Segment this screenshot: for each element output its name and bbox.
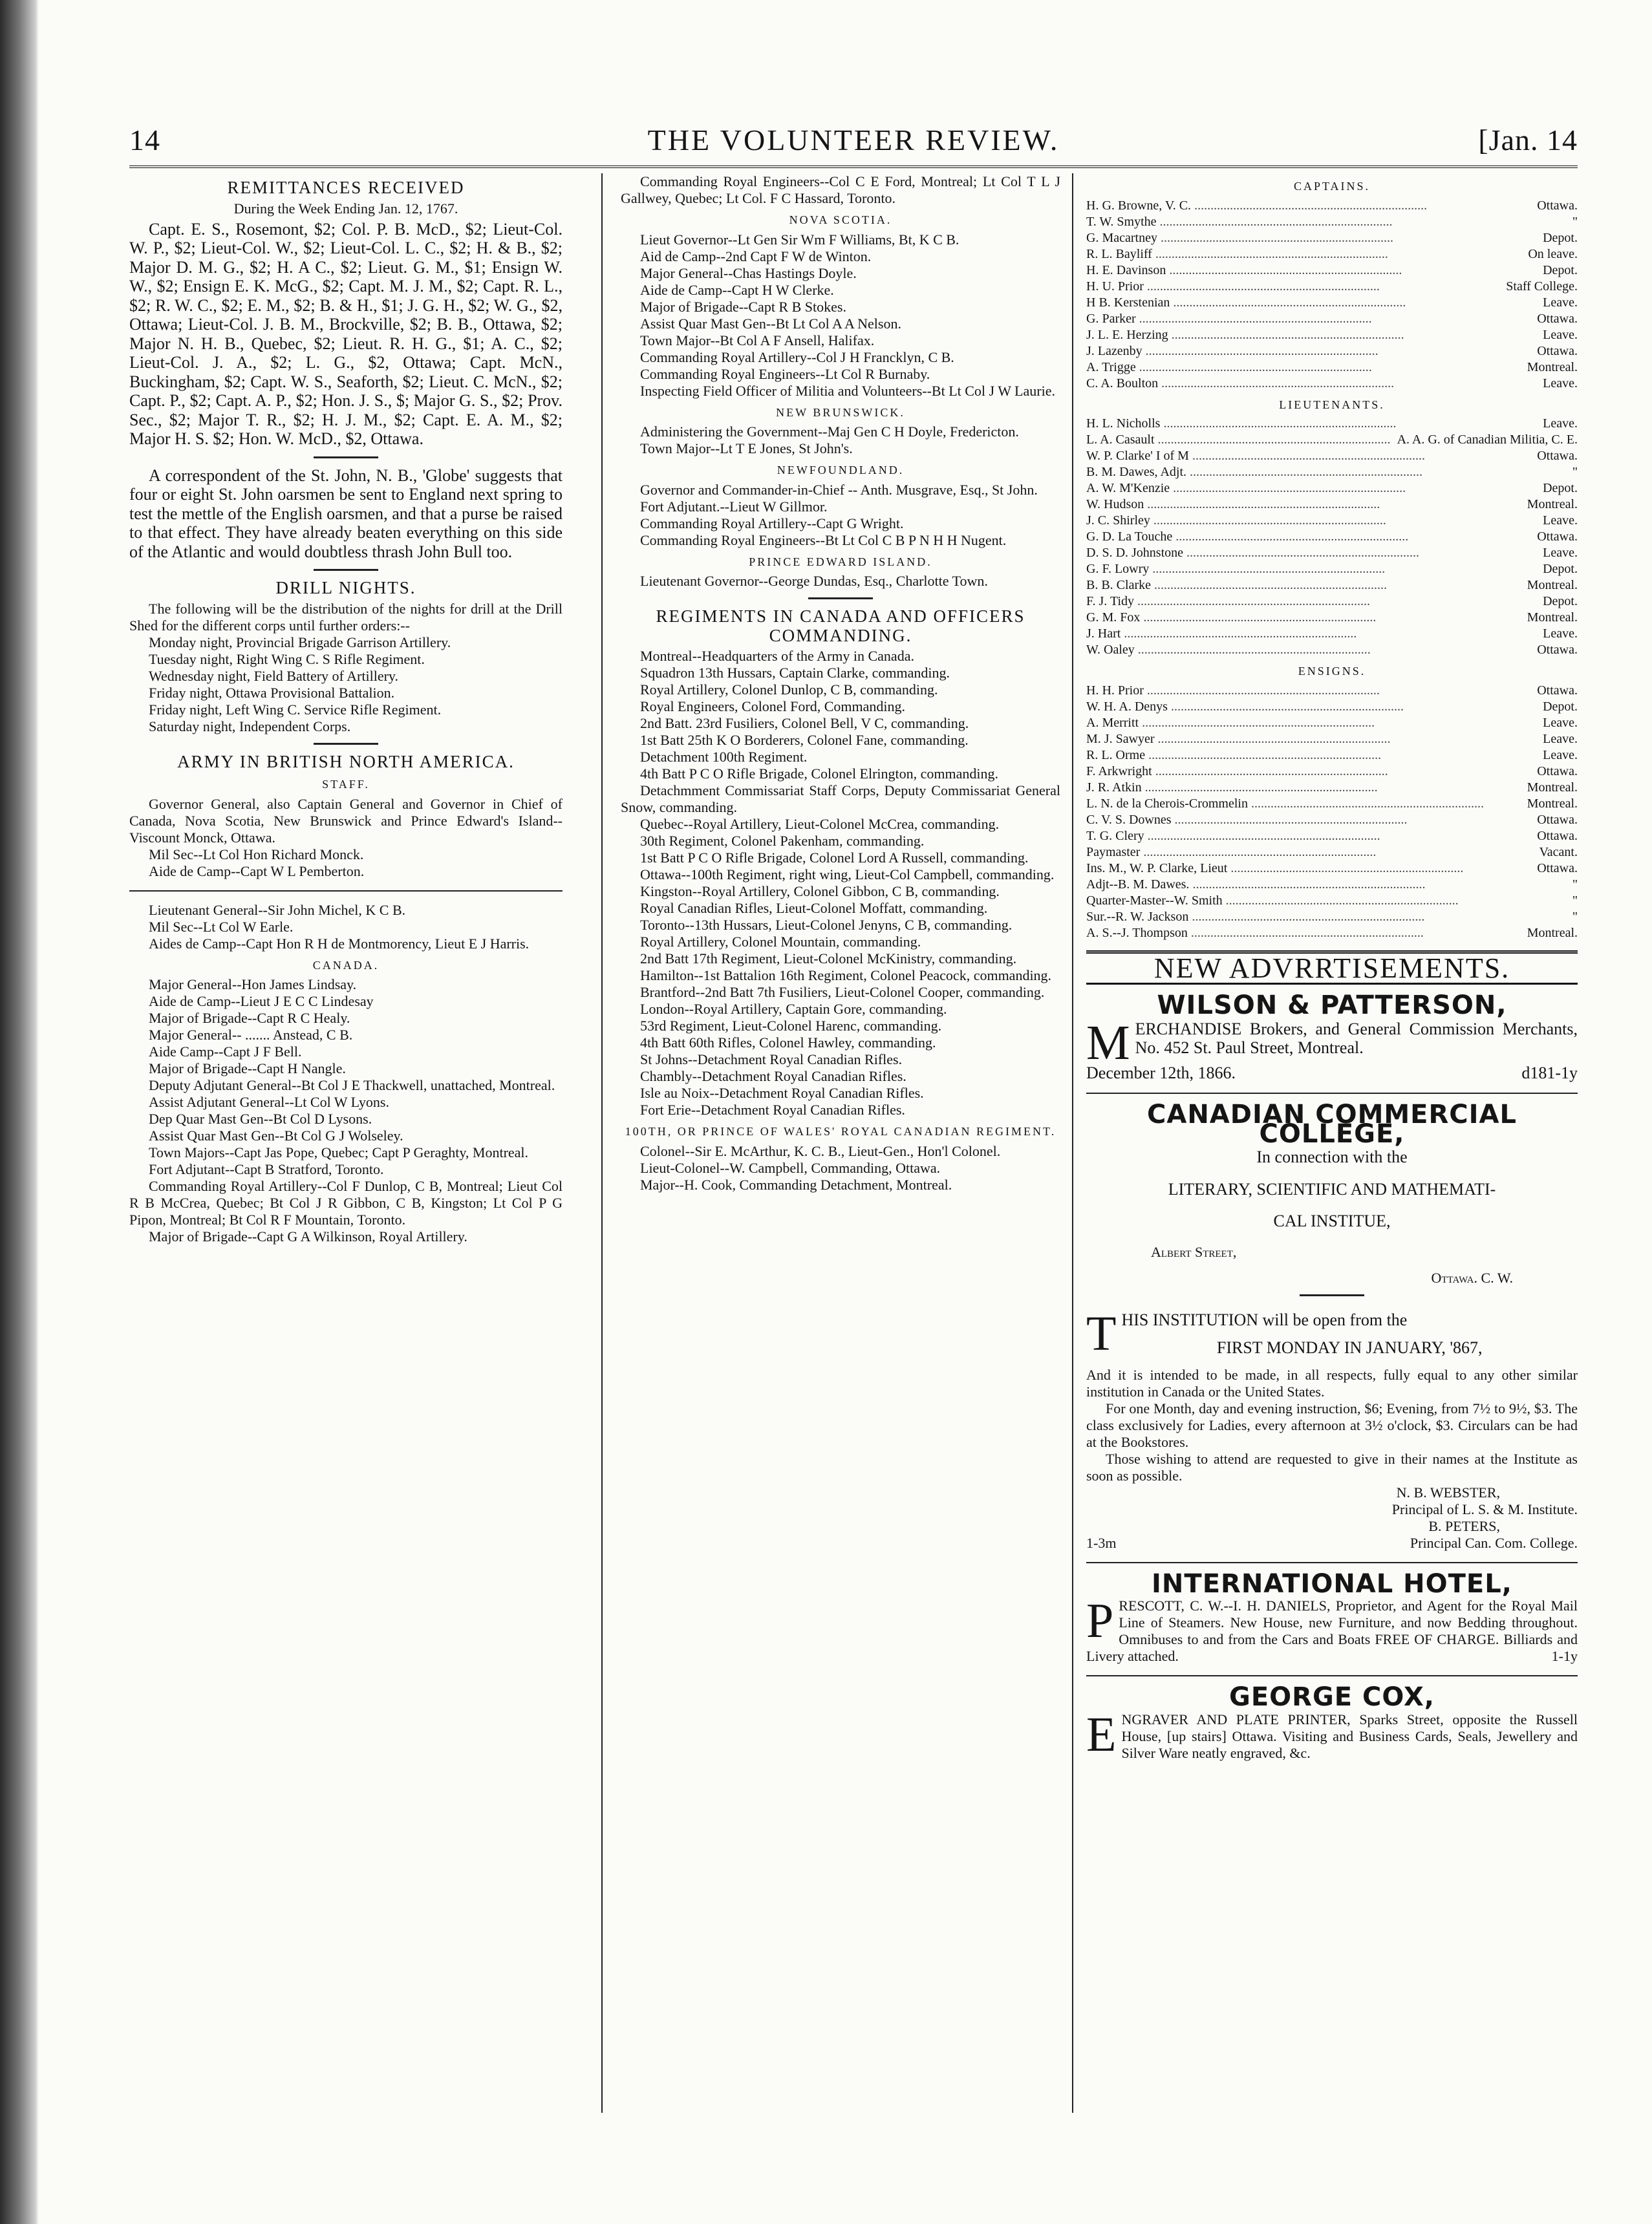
canada-staff-entry: Major General--Hon James Lindsay. [149, 976, 357, 992]
newfoundland-entry: Fort Adjutant.--Lieut W Gillmor. [640, 498, 828, 515]
new-brunswick-list [621, 423, 1060, 457]
captains-list [1086, 198, 1578, 392]
ensign-row [1086, 844, 1578, 861]
separator [314, 743, 378, 745]
international-hotel-title: INTERNATIONAL HOTEL, [1152, 1568, 1512, 1599]
officer-station: Staff College. [1502, 279, 1578, 295]
officer-station: Ottawa. [1533, 311, 1578, 327]
officer-station: Montreal. [1523, 925, 1578, 941]
officer-name: C. A. Boulton ..... [1086, 376, 1394, 392]
college-fees: For one Month, day and evening instruction, $6; Evening, from 7½ to 9½, $3. The class exclusively for Ladies, every afternoon at 3½ o'clock, $3. Circulars can be had at the Bookstores. [1086, 1400, 1578, 1450]
regiment-entry: Hamilton--1st Battalion 16th Regiment, Colonel Peacock, commanding. [640, 967, 1052, 983]
college-description: And it is intended to be made, in all respects, fully equal to any other similar institution in Canada or the United States. [1086, 1366, 1578, 1400]
nova-scotia-entry: Lieut Governor--Lt Gen Sir Wm F Williams, Bt, K C B. [640, 231, 960, 248]
lieutenant-row [1086, 480, 1578, 497]
lieutenant-row [1086, 513, 1578, 529]
column-1 [129, 173, 563, 1245]
ensign-row [1086, 812, 1578, 828]
officer-name: B. M. Dawes, Adjt. ..... [1086, 464, 1422, 480]
column-rule-1 [601, 173, 603, 2113]
staff-entry: Aide de Camp--Capt W L Pemberton. [149, 862, 365, 879]
regiment-entry: London--Royal Artillery, Captain Gore, commanding. [640, 1001, 947, 1017]
nova-scotia-heading: NOVA SCOTIA. [789, 213, 892, 226]
officer-station: Leave. [1539, 747, 1578, 764]
officer-name: J. R. Atkin ..... [1086, 780, 1378, 796]
regiments-heading: REGIMENTS IN CANADA AND OFFICERS COMMANDING. [656, 606, 1025, 645]
signature-webster-title: Principal of L. S. & M. Institute. [1391, 1501, 1578, 1517]
divider [129, 890, 563, 892]
canada-heading: CANADA. [312, 958, 380, 972]
nova-scotia-entry: Major General--Chas Hastings Doyle. [640, 264, 857, 281]
governor-general: Governor General, also Captain General and Governor in Chief of Canada, Nova Scotia, New Brunswick and Prince Edward's Island--Viscount Monck, Ottawa. [129, 795, 563, 846]
lieutenants-list [1086, 416, 1578, 658]
wilson-patterson-date: December 12th, 1866. [1086, 1063, 1236, 1082]
regiment-entry: Detachmment Commissariat Staff Corps, Deputy Commissariat General Snow, commanding. [621, 782, 1060, 815]
officer-station: Depot. [1539, 262, 1578, 279]
ensign-row [1086, 828, 1578, 844]
drill-list [129, 634, 563, 735]
officer-name: G. F. Lowry ..... [1086, 561, 1385, 577]
college-institute-line: LITERARY, SCIENTIFIC AND MATHEMATI- [1168, 1179, 1496, 1199]
officer-name: M. J. Sawyer ..... [1086, 731, 1391, 747]
lieutenant-row [1086, 577, 1578, 593]
canada-staff-entry: Aide Camp--Capt J F Bell. [149, 1043, 302, 1060]
lieutenant-row [1086, 416, 1578, 432]
officer-station: Depot. [1539, 480, 1578, 497]
page-number: 14 [129, 123, 160, 156]
regiment-entry: Kingston--Royal Artillery, Colonel Gibbon, C B, commanding. [640, 883, 1000, 899]
officer-station: Ottawa. [1533, 828, 1578, 844]
officer-name: J. L. E. Herzing ..... [1086, 327, 1404, 343]
newfoundland-entry: Commanding Royal Engineers--Bt Lt Col C B P N H H Nugent. [640, 531, 1007, 548]
officer-station: Depot. [1539, 561, 1578, 577]
college-street: Albert Street, [1151, 1243, 1237, 1260]
page-header [129, 123, 1578, 162]
officer-station: Depot. [1539, 230, 1578, 246]
officer-name: A. Merritt ..... [1086, 715, 1375, 731]
staff-entry: Mil Sec--Lt Col Hon Richard Monck. [149, 846, 364, 862]
drop-cap: P [1086, 1594, 1114, 1648]
officer-station: A. A. G. of Canadian Militia, C. E. [1393, 432, 1578, 448]
george-cox-description: NGRAVER AND PLATE PRINTER, Sparks Street, opposite the Russell House, [up stairs] Ottawa. Visiting and Business Cards, Seals, Jewellery and Silver Ware neatly engraved, &c. [1121, 1711, 1578, 1761]
captain-row [1086, 311, 1578, 327]
officer-station: Ottawa. [1533, 812, 1578, 828]
new-brunswick-heading: NEW BRUNSWICK. [776, 405, 905, 419]
drill-night-entry: Saturday night, Independent Corps. [149, 718, 351, 734]
lieutenant-row [1086, 448, 1578, 464]
captain-row [1086, 246, 1578, 262]
canada-staff-entry: Aide de Camp--Lieut J E C C Lindesay [149, 993, 374, 1009]
officer-station: Depot. [1539, 699, 1578, 715]
officer-station: Vacant. [1536, 844, 1578, 861]
newfoundland-entry: Commanding Royal Artillery--Capt G Wright. [640, 515, 904, 531]
officer-station: Montreal. [1523, 497, 1578, 513]
officer-name: Adjt--B. M. Dawes. ..... [1086, 877, 1425, 893]
canada-staff-entry: Deputy Adjutant General--Bt Col J E Thackwell, unattached, Montreal. [149, 1077, 555, 1093]
officer-station: Ottawa. [1533, 642, 1578, 658]
signature-peters: B. PETERS, [1428, 1517, 1500, 1534]
ensign-row [1086, 877, 1578, 893]
hotel-description: RESCOTT, C. W.--I. H. DANIELS, Proprietor, and Agent for the Royal Mail Line of Steamers. New House, new Furniture, and now Bedding throughout. Omnibuses to and from the Cars and Boats FREE OF CHARGE. Billiards and Livery attached. [1086, 1598, 1578, 1664]
regiment-entry: 2nd Batt. 23rd Fusiliers, Colonel Bell, V C, commanding. [640, 715, 969, 731]
officer-station: Leave. [1539, 626, 1578, 642]
wilson-patterson-code: d181-1y [1521, 1063, 1578, 1082]
officer-name: H B. Kerstenian ..... [1086, 295, 1406, 311]
signature-webster: N. B. WEBSTER, [1396, 1484, 1500, 1501]
officer-name: B. B. Clarke ..... [1086, 577, 1387, 593]
officer-name: R. L. Bayliff ..... [1086, 246, 1388, 262]
officer-name: T. W. Smythe ..... [1086, 214, 1393, 230]
drill-night-entry: Monday night, Provincial Brigade Garrison Artillery. [149, 634, 451, 650]
college-city: Ottawa. C. W. [1431, 1269, 1513, 1286]
officer-name: R. L. Orme ..... [1086, 747, 1381, 764]
officer-name: H. H. Prior ..... [1086, 683, 1380, 699]
drop-cap: E [1086, 1707, 1117, 1762]
drop-cap: T [1086, 1306, 1117, 1361]
officer-name: Quarter-Master--W. Smith ..... [1086, 893, 1459, 909]
nova-scotia-entry: Town Major--Bt Col A F Ansell, Halifax. [640, 332, 875, 348]
ensign-row [1086, 893, 1578, 909]
column-rule-2 [1072, 173, 1073, 2113]
ensign-row [1086, 731, 1578, 747]
canada-staff-entry: Dep Quar Mast Gen--Bt Col D Lysons. [149, 1111, 372, 1127]
officer-name: A. S.--J. Thompson ..... [1086, 925, 1424, 941]
regiment-entry: St Johns--Detachment Royal Canadian Rifles. [640, 1051, 903, 1067]
canada-staff-entry: Fort Adjutant--Capt B Stratford, Toronto. [149, 1161, 384, 1177]
canada-staff-entry: Town Majors--Capt Jas Pope, Quebec; Capt P Geraghty, Montreal. [149, 1144, 529, 1160]
officer-station: Montreal. [1523, 359, 1578, 376]
lieutenant-row [1086, 432, 1578, 448]
officer-name: G. Macartney ..... [1086, 230, 1393, 246]
officer-name: G. D. La Touche ..... [1086, 529, 1408, 545]
masthead-title: THE VOLUNTEER REVIEW. [647, 123, 1060, 156]
nova-scotia-entry: Commanding Royal Engineers--Lt Col R Burnaby. [640, 365, 930, 382]
officer-station: Montreal. [1523, 577, 1578, 593]
ensign-row [1086, 715, 1578, 731]
captain-row [1086, 198, 1578, 214]
lieutenant-general: Lieutenant General--Sir John Michel, K C B. [149, 901, 406, 918]
officer-name: Paymaster ..... [1086, 844, 1376, 861]
lieutenant-row [1086, 626, 1578, 642]
prince-of-wales-entry: Lieut-Colonel--W. Campbell, Commanding, Ottawa. [640, 1159, 941, 1176]
ensign-row [1086, 780, 1578, 796]
captain-row [1086, 359, 1578, 376]
captains-heading: CAPTAINS. [1293, 180, 1371, 193]
prince-of-wales-entry: Colonel--Sir E. McArthur, K. C. B., Lieut-Gen., Hon'l Colonel. [640, 1142, 1001, 1159]
officer-name: A. Trigge ..... [1086, 359, 1372, 376]
canada-staff-entry: Commanding Royal Artillery--Col F Dunlop, C B, Montreal; Lieut Col R B McCrea, Quebec; Bt Col J R Gibbon, C B, Kingston; Lt Col P G Pipon, Montreal; Bt Col R F Mountain, Toronto. [129, 1178, 563, 1228]
officer-station: Ottawa. [1533, 764, 1578, 780]
staff-list-a [129, 846, 563, 880]
prince-of-wales-entry: Major--H. Cook, Commanding Detachment, Montreal. [640, 1176, 952, 1193]
ensign-row [1086, 861, 1578, 877]
book-spine-shadow [0, 0, 39, 2224]
ensign-row [1086, 747, 1578, 764]
captain-row [1086, 230, 1578, 246]
lieutenant-row [1086, 561, 1578, 577]
regiment-entry: Royal Engineers, Colonel Ford, Commanding. [640, 698, 906, 714]
regiment-entry: Detachment 100th Regiment. [640, 749, 808, 765]
ensign-row [1086, 909, 1578, 925]
captain-row [1086, 343, 1578, 359]
ensign-row [1086, 683, 1578, 699]
regiment-entry: Brantford--2nd Batt 7th Fusiliers, Lieut-Colonel Cooper, commanding. [640, 984, 1045, 1000]
separator [1300, 1294, 1364, 1296]
oarsman-article: A correspondent of the St. John, N. B., 'Globe' suggests that four or eight St. John oarsmen be sent to England next spring to test the mettle of the English oarsmen, and that a purse be raised to that effect. They have already beaten everything on this side of the Atlantic and would doubtless thrash John Bull too. [129, 465, 563, 561]
officer-station: Ottawa. [1533, 683, 1578, 699]
officer-station: Ottawa. [1533, 343, 1578, 359]
regiment-entry: 2nd Batt 17th Regiment, Lieut-Colonel McKinistry, commanding. [640, 950, 1017, 967]
regiment-entry: Montreal--Headquarters of the Army in Canada. [640, 648, 914, 664]
college-opening: FIRST MONDAY IN JANUARY, '867, [1216, 1338, 1483, 1357]
remittances-list: Capt. E. S., Rosemont, $2; Col. P. B. McD., $2; Lieut-Col. W. P., $2; Lieut-Col. W., $2; Lieut-Col. L. C., $2; H. & B., $2; Major D. M. G., $2; H. A C., $2; Lieut. G. M., $1; Ensign W. W., $2; Ensign E. K. McG., $2; Capt. M. J. M., $2; Capt. R. L., $2; R. W. C., $2; E. M., $2; B. & H., $1; J. G. H., $2; W. G., $2, Ottawa; Lieut-Col. J. B. M., Brockville, $2; B. B., Ottawa, $2; Major N. H. B., Quebec, $2; Lieut. R. H. G., $1; A. C., $2; Lieut-Col. J. A., $2; L. G., $2, Ottawa; Capt. McN., Buckingham, $2; Capt. W. S., Seaforth, $2; Lieut. C. McN., $2; Capt. P., $2; Capt. A. P., $2; Hon. J. S., $; Major G. S., $2; Prov. Sec., $2; Major T. R., $2; H. J. M., $2; Capt. E. A. M., $2; Major H. S. $2; Hon. W. McD., $2, Ottawa. [129, 219, 563, 448]
pei-heading: PRINCE EDWARD ISLAND. [749, 555, 932, 568]
officer-name: F. Arkwright ..... [1086, 764, 1388, 780]
ensigns-heading: ENSIGNS. [1298, 665, 1366, 678]
officer-station: Ottawa. [1533, 198, 1578, 214]
officer-station: " [1569, 877, 1578, 893]
college-connection: In connection with the [1256, 1148, 1408, 1166]
divider [1086, 1675, 1578, 1676]
drill-nights-heading: DRILL NIGHTS. [275, 578, 416, 597]
regiment-entry: Royal Artillery, Colonel Dunlop, C B, commanding. [640, 681, 938, 698]
wilson-patterson-title: WILSON & PATTERSON, [1157, 990, 1507, 1020]
canada-staff-entry: Major of Brigade--Capt R C Healy. [149, 1010, 350, 1026]
regiment-entry: Ottawa--100th Regiment, right wing, Lieut-Col Campbell, commanding. [640, 866, 1055, 882]
divider [1086, 1562, 1578, 1563]
officer-station: Leave. [1539, 295, 1578, 311]
officer-station: " [1569, 909, 1578, 925]
regiment-entry: 30th Regiment, Colonel Pakenham, commanding. [640, 833, 925, 849]
officer-station: Depot. [1539, 593, 1578, 610]
new-advertisements-banner: NEW ADVRRTISEMENTS. [1086, 950, 1578, 985]
college-ad-code: 1-3m [1086, 1534, 1117, 1551]
drill-night-entry: Friday night, Left Wing C. Service Rifle Regiment. [149, 701, 442, 718]
officer-station: Leave. [1539, 327, 1578, 343]
regiment-entry: Chambly--Detachment Royal Canadian Rifles. [640, 1068, 906, 1084]
nova-scotia-entry: Inspecting Field Officer of Militia and Volunteers--Bt Lt Col J W Laurie. [640, 382, 1055, 399]
ensign-row [1086, 764, 1578, 780]
regiment-entry: Squadron 13th Hussars, Captain Clarke, commanding. [640, 665, 950, 681]
regiment-entry: Fort Erie--Detachment Royal Canadian Rifles. [640, 1102, 905, 1118]
officer-station: Leave. [1539, 715, 1578, 731]
captain-row [1086, 295, 1578, 311]
staff-entry: Aides de Camp--Capt Hon R H de Montmorency, Lieut E J Harris. [149, 935, 530, 952]
captain-row [1086, 376, 1578, 392]
nova-scotia-list [621, 231, 1060, 400]
regiment-entry: Royal Canadian Rifles, Lieut-Colonel Moffatt, commanding. [640, 900, 988, 916]
divider [1086, 1093, 1578, 1094]
captain-row [1086, 327, 1578, 343]
remittances-heading: REMITTANCES RECEIVED [227, 178, 465, 197]
column-3 [1086, 173, 1578, 1762]
signature-peters-title: Principal Can. Com. College. [1410, 1534, 1578, 1551]
column-2 [621, 173, 1060, 1193]
separator [808, 597, 873, 599]
ensign-row [1086, 699, 1578, 715]
pei-entry: Lieutenant Governor--George Dundas, Esq., Charlotte Town. [640, 573, 988, 589]
officer-station: Ottawa. [1533, 861, 1578, 877]
ensign-row [1086, 796, 1578, 812]
prince-of-wales-heading: 100TH, OR PRINCE OF WALES' ROYAL CANADIAN REGIMENT. [625, 1125, 1057, 1138]
engineers-list [621, 173, 1060, 207]
pei-list [621, 573, 1060, 590]
regiment-entry: 53rd Regiment, Lieut-Colonel Harenc, commanding. [640, 1018, 942, 1034]
officer-name: W. Oaley ..... [1086, 642, 1371, 658]
officer-name: Ins. M., W. P. Clarke, Lieut ..... [1086, 861, 1463, 877]
nova-scotia-entry: Major of Brigade--Capt R B Stokes. [640, 298, 846, 315]
separator [314, 569, 378, 571]
canada-staff-entry: Major General-- ....... Anstead, C B. [149, 1027, 353, 1043]
officer-name: G. M. Fox ..... [1086, 610, 1376, 626]
officer-station: Leave. [1539, 513, 1578, 529]
ensign-row [1086, 925, 1578, 941]
officer-name: W. Hudson ..... [1086, 497, 1380, 513]
lieutenant-row [1086, 497, 1578, 513]
officer-name: J. Lazenby ..... [1086, 343, 1378, 359]
officer-name: H. G. Browne, V. C. ..... [1086, 198, 1427, 214]
officer-station: Ottawa. [1533, 529, 1578, 545]
canada-staff-list [129, 976, 563, 1245]
lieutenant-row [1086, 610, 1578, 626]
lieutenant-row [1086, 545, 1578, 561]
nova-scotia-entry: Commanding Royal Artillery--Col J H Francklyn, C B. [640, 348, 954, 365]
officer-station: On leave. [1524, 246, 1578, 262]
officer-station: Montreal. [1523, 796, 1578, 812]
header-rule [129, 166, 1578, 168]
lieutenant-row [1086, 464, 1578, 480]
officer-name: H. E. Davinson ..... [1086, 262, 1402, 279]
officer-station: Montreal. [1523, 780, 1578, 796]
drop-cap: M [1086, 1015, 1130, 1070]
drill-night-entry: Friday night, Ottawa Provisional Battalion. [149, 684, 395, 701]
officer-station: Leave. [1539, 376, 1578, 392]
commercial-college-title: CANADIAN COMMERCIAL COLLEGE, [1147, 1100, 1517, 1149]
staff-list-b [129, 919, 563, 952]
officer-name: J. C. Shirley ..... [1086, 513, 1386, 529]
regiment-entry: 4th Batt 60th Rifles, Colonel Hawley, commanding. [640, 1034, 936, 1051]
regiment-entry: Royal Artillery, Colonel Mountain, commanding. [640, 934, 921, 950]
regiment-entry: Toronto--13th Hussars, Lieut-Colonel Jenyns, C B, commanding. [640, 917, 1013, 933]
new-brunswick-entry: Town Major--Lt T E Jones, St John's. [640, 440, 853, 456]
regiment-entry: 1st Batt 25th K O Borderers, Colonel Fane, commanding. [640, 732, 969, 748]
officer-name: J. Hart ..... [1086, 626, 1357, 642]
nova-scotia-entry: Aid de Camp--2nd Capt F W de Winton. [640, 248, 872, 264]
officer-name: T. G. Clery ..... [1086, 828, 1380, 844]
officer-name: L. A. Casault ..... [1086, 432, 1391, 448]
newfoundland-entry: Governor and Commander-in-Chief -- Anth. Musgrave, Esq., St John. [640, 481, 1038, 498]
drill-intro: The following will be the distribution of the nights for drill at the Drill Shed for the different corps until further orders:-- [129, 600, 563, 634]
officer-station: Ottawa. [1533, 448, 1578, 464]
officer-name: Sur.--R. W. Jackson ..... [1086, 909, 1424, 925]
officer-name: F. J. Tidy ..... [1086, 593, 1370, 610]
captain-row [1086, 279, 1578, 295]
canada-staff-entry: Assist Adjutant General--Lt Col W Lyons. [149, 1094, 389, 1110]
officer-name: A. W. M'Kenzie ..... [1086, 480, 1406, 497]
officer-name: G. Parker ..... [1086, 311, 1372, 327]
new-brunswick-entry: Administering the Government--Maj Gen C H Doyle, Fredericton. [640, 423, 1019, 440]
officer-station: Leave. [1539, 545, 1578, 561]
remittances-subheading: During the Week Ending Jan. 12, 1767. [233, 200, 458, 217]
issue-date: [Jan. 14 [1478, 123, 1578, 156]
lieutenants-heading: LIEUTENANTS. [1279, 398, 1385, 411]
officer-station: Leave. [1539, 416, 1578, 432]
drill-night-entry: Wednesday night, Field Battery of Artillery. [149, 667, 398, 684]
staff-entry: Commanding Royal Engineers--Col C E Ford, Montreal; Lt Col T L J Gallwey, Quebec; Lt Col. F C Hassard, Toronto. [621, 173, 1060, 206]
canada-staff-entry: Major of Brigade--Capt G A Wilkinson, Royal Artillery. [149, 1228, 467, 1245]
lieutenant-row [1086, 642, 1578, 658]
officer-station: " [1569, 893, 1578, 909]
college-institute-line-2: CAL INSTITUE, [1273, 1212, 1391, 1230]
college-announcement: HIS INSTITUTION will be open from the [1121, 1310, 1408, 1329]
lieutenant-row [1086, 529, 1578, 545]
college-enrolment: Those wishing to attend are requested to give in their names at the Institute as soon as possible. [1086, 1450, 1578, 1484]
lieutenant-row [1086, 593, 1578, 610]
staff-heading: STAFF. [322, 778, 370, 791]
newfoundland-list [621, 482, 1060, 549]
staff-entry: Mil Sec--Lt Col W Earle. [149, 918, 294, 935]
newfoundland-heading: NEWFOUNDLAND. [777, 464, 905, 476]
canada-staff-entry: Major of Brigade--Capt H Nangle. [149, 1060, 346, 1076]
officer-name: D. S. D. Johnstone ..... [1086, 545, 1419, 561]
officer-name: H. U. Prior ..... [1086, 279, 1380, 295]
officer-station: Leave. [1539, 731, 1578, 747]
officer-name: W. P. Clarke' I of M ..... [1086, 448, 1425, 464]
george-cox-title: GEORGE COX, [1228, 1682, 1435, 1712]
prince-of-wales-list [621, 1143, 1060, 1193]
officer-name: H. L. Nicholls ..... [1086, 416, 1396, 432]
officer-name: L. N. de la Cherois-Crommelin ..... [1086, 796, 1484, 812]
captain-row [1086, 214, 1578, 230]
nova-scotia-entry: Assist Quar Mast Gen--Bt Lt Col A A Nelson. [640, 315, 901, 332]
wilson-patterson-body: ERCHANDISE Brokers, and General Commission Merchants, No. 452 St. Paul Street, Montreal. [1135, 1019, 1578, 1057]
officer-name: W. H. A. Denys ..... [1086, 699, 1404, 715]
regiment-entry: 4th Batt P C O Rifle Brigade, Colonel Elrington, commanding. [640, 765, 999, 782]
nova-scotia-entry: Aide de Camp--Capt H W Clerke. [640, 281, 834, 298]
officer-station: " [1569, 214, 1578, 230]
officer-station: " [1569, 464, 1578, 480]
drill-night-entry: Tuesday night, Right Wing C. S Rifle Regiment. [149, 650, 425, 667]
officer-name: C. V. S. Downes ..... [1086, 812, 1408, 828]
officer-station: Montreal. [1523, 610, 1578, 626]
hotel-ad-code: 1-1y [1551, 1648, 1578, 1664]
regiments-list [621, 648, 1060, 1118]
army-heading: ARMY IN BRITISH NORTH AMERICA. [177, 751, 515, 771]
captain-row [1086, 262, 1578, 279]
canada-staff-entry: Assist Quar Mast Gen--Bt Col G J Wolseley. [149, 1128, 403, 1144]
regiment-entry: 1st Batt P C O Rifle Brigade, Colonel Lord A Russell, commanding. [640, 850, 1029, 866]
regiment-entry: Quebec--Royal Artillery, Lieut-Colonel McCrea, commanding. [640, 816, 1000, 832]
ensigns-list [1086, 683, 1578, 941]
separator [314, 456, 378, 458]
regiment-entry: Isle au Noix--Detachment Royal Canadian Rifles. [640, 1085, 924, 1101]
